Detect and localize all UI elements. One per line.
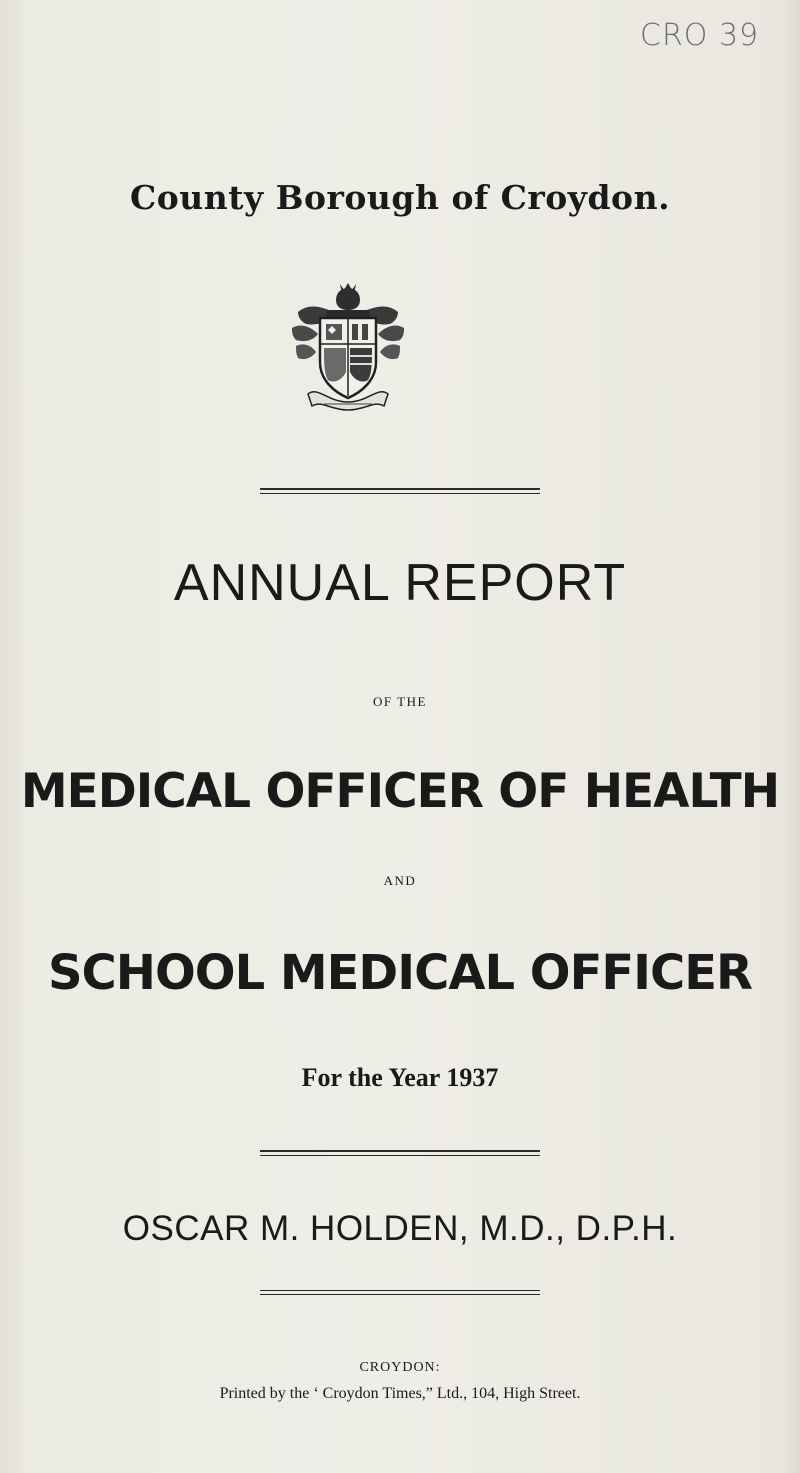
publication-place: CROYDON: bbox=[359, 1360, 441, 1375]
author-name: OSCAR M. HOLDEN, M.D., D.P.H. bbox=[122, 1209, 678, 1248]
borough-title: County Borough of Croydon. bbox=[129, 178, 671, 217]
office-title-school: SCHOOL MEDICAL OFFICER bbox=[47, 945, 753, 1001]
pencil-reference-annotation: CRO 39 bbox=[640, 18, 760, 53]
connector-and: AND bbox=[383, 873, 417, 888]
divider-rule bbox=[0, 1290, 800, 1295]
coat-of-arms-icon bbox=[288, 282, 408, 412]
report-heading: ANNUAL REPORT bbox=[173, 554, 627, 612]
printer-imprint: Printed by the ‘ Croydon Times,” Ltd., 104, High Street. bbox=[219, 1385, 581, 1402]
connector-of-the: OF THE bbox=[373, 694, 427, 709]
divider-rule bbox=[0, 488, 800, 494]
office-title-health: MEDICAL OFFICER OF HEALTH bbox=[20, 764, 780, 819]
report-year: For the Year 1937 bbox=[301, 1063, 499, 1092]
divider-rule bbox=[0, 1150, 800, 1156]
